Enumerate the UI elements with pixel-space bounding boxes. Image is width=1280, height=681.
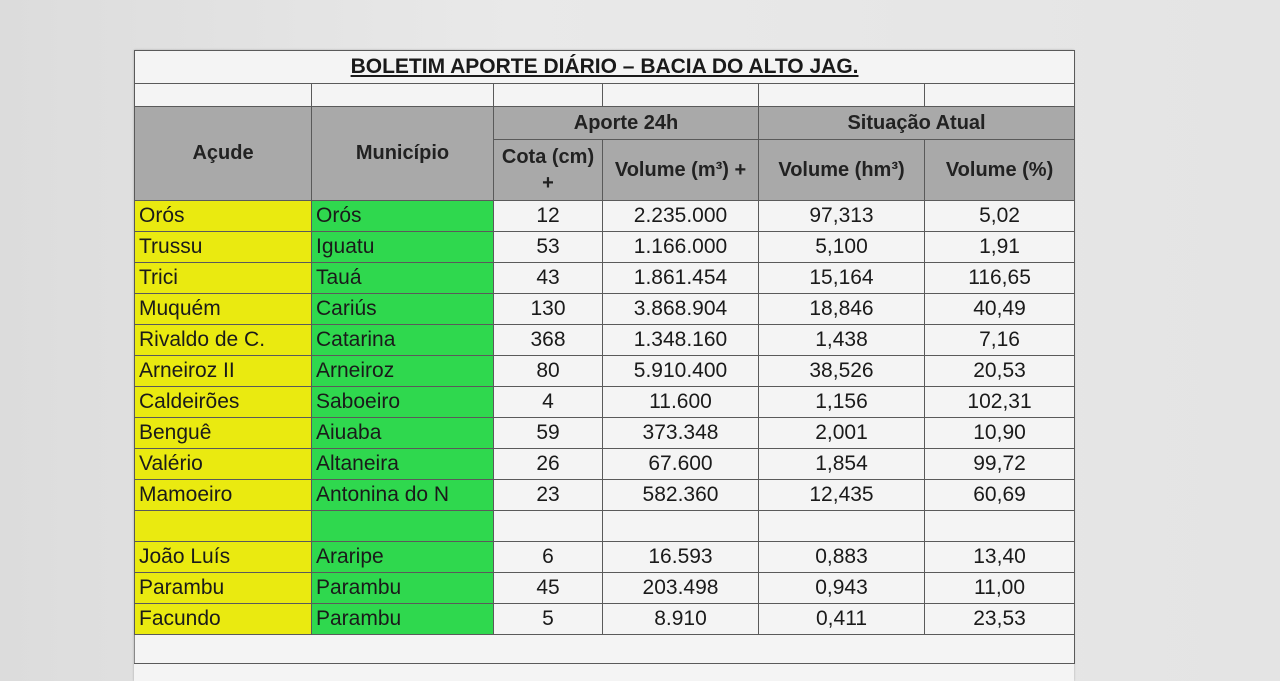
table-body	[135, 201, 1075, 635]
volume-hm3-cell: 0,411	[759, 604, 925, 635]
volume-m3-cell: 3.868.904	[603, 294, 759, 325]
acude-cell: Orós	[135, 201, 312, 232]
cota-cell: 4	[494, 387, 603, 418]
volume-m3-cell: 11.600	[603, 387, 759, 418]
volume-pct-cell: 99,72	[925, 449, 1075, 480]
volume-pct-cell	[925, 511, 1075, 542]
volume-m3-cell	[603, 511, 759, 542]
municipio-cell: Arneiroz	[312, 356, 494, 387]
table-row	[135, 418, 1075, 449]
header-municipio: Município	[312, 107, 494, 201]
header-acude: Açude	[135, 107, 312, 201]
acude-cell	[135, 511, 312, 542]
volume-hm3-cell: 1,156	[759, 387, 925, 418]
header-volume-hm3: Volume (hm³)	[759, 140, 925, 201]
cota-cell: 80	[494, 356, 603, 387]
volume-hm3-cell: 15,164	[759, 263, 925, 294]
volume-m3-cell: 16.593	[603, 542, 759, 573]
volume-m3-cell: 67.600	[603, 449, 759, 480]
cota-cell: 59	[494, 418, 603, 449]
municipio-cell: Altaneira	[312, 449, 494, 480]
table-row	[135, 480, 1075, 511]
acude-cell: Valério	[135, 449, 312, 480]
municipio-cell: Parambu	[312, 573, 494, 604]
bulletin-table	[134, 50, 1075, 664]
volume-pct-cell: 11,00	[925, 573, 1075, 604]
volume-pct-cell: 1,91	[925, 232, 1075, 263]
acude-cell: Rivaldo de C.	[135, 325, 312, 356]
volume-hm3-cell: 38,526	[759, 356, 925, 387]
volume-pct-cell: 20,53	[925, 356, 1075, 387]
table-row	[135, 449, 1075, 480]
volume-m3-cell: 1.861.454	[603, 263, 759, 294]
acude-cell: Trussu	[135, 232, 312, 263]
table-row	[135, 263, 1075, 294]
spacer-row	[135, 84, 1075, 107]
cota-cell: 45	[494, 573, 603, 604]
volume-pct-cell: 102,31	[925, 387, 1075, 418]
volume-hm3-cell: 1,854	[759, 449, 925, 480]
volume-hm3-cell: 5,100	[759, 232, 925, 263]
municipio-cell: Antonina do N	[312, 480, 494, 511]
volume-m3-cell: 1.166.000	[603, 232, 759, 263]
cota-cell: 5	[494, 604, 603, 635]
volume-pct-cell: 10,90	[925, 418, 1075, 449]
volume-hm3-cell: 12,435	[759, 480, 925, 511]
table-row	[135, 511, 1075, 542]
table-row	[135, 604, 1075, 635]
acude-cell: Mamoeiro	[135, 480, 312, 511]
volume-m3-cell: 582.360	[603, 480, 759, 511]
table-title: BOLETIM APORTE DIÁRIO – BACIA DO ALTO JAG.	[135, 51, 1075, 84]
table-row	[135, 325, 1075, 356]
volume-hm3-cell: 1,438	[759, 325, 925, 356]
acude-cell: Benguê	[135, 418, 312, 449]
volume-pct-cell: 40,49	[925, 294, 1075, 325]
volume-hm3-cell: 0,883	[759, 542, 925, 573]
volume-m3-cell: 203.498	[603, 573, 759, 604]
volume-m3-cell: 373.348	[603, 418, 759, 449]
volume-m3-cell: 2.235.000	[603, 201, 759, 232]
acude-cell: Facundo	[135, 604, 312, 635]
volume-hm3-cell: 0,943	[759, 573, 925, 604]
table-row	[135, 356, 1075, 387]
table-row	[135, 542, 1075, 573]
volume-hm3-cell: 97,313	[759, 201, 925, 232]
cota-cell	[494, 511, 603, 542]
municipio-cell: Saboeiro	[312, 387, 494, 418]
table-row	[135, 232, 1075, 263]
acude-cell: Arneiroz II	[135, 356, 312, 387]
municipio-cell: Tauá	[312, 263, 494, 294]
volume-hm3-cell: 18,846	[759, 294, 925, 325]
municipio-cell: Cariús	[312, 294, 494, 325]
volume-m3-cell: 5.910.400	[603, 356, 759, 387]
cota-cell: 23	[494, 480, 603, 511]
header-volume-pct: Volume (%)	[925, 140, 1075, 201]
volume-pct-cell: 116,65	[925, 263, 1075, 294]
cota-cell: 12	[494, 201, 603, 232]
cota-cell: 6	[494, 542, 603, 573]
tail-row	[135, 635, 1075, 664]
table-row	[135, 387, 1075, 418]
cota-cell: 130	[494, 294, 603, 325]
volume-m3-cell: 8.910	[603, 604, 759, 635]
header-cota: Cota (cm) +	[494, 140, 603, 201]
acude-cell: João Luís	[135, 542, 312, 573]
volume-pct-cell: 60,69	[925, 480, 1075, 511]
cota-cell: 26	[494, 449, 603, 480]
municipio-cell: Orós	[312, 201, 494, 232]
volume-pct-cell: 13,40	[925, 542, 1075, 573]
municipio-cell: Aiuaba	[312, 418, 494, 449]
cota-cell: 53	[494, 232, 603, 263]
table-row	[135, 294, 1075, 325]
cota-cell: 43	[494, 263, 603, 294]
volume-hm3-cell	[759, 511, 925, 542]
acude-cell: Caldeirões	[135, 387, 312, 418]
volume-pct-cell: 5,02	[925, 201, 1075, 232]
volume-hm3-cell: 2,001	[759, 418, 925, 449]
municipio-cell: Iguatu	[312, 232, 494, 263]
header-aporte-24h: Aporte 24h	[494, 107, 759, 140]
table-row	[135, 201, 1075, 232]
header-situacao-atual: Situação Atual	[759, 107, 1075, 140]
table-row	[135, 573, 1075, 604]
volume-pct-cell: 7,16	[925, 325, 1075, 356]
municipio-cell: Parambu	[312, 604, 494, 635]
municipio-cell	[312, 511, 494, 542]
volume-pct-cell: 23,53	[925, 604, 1075, 635]
acude-cell: Muquém	[135, 294, 312, 325]
volume-m3-cell: 1.348.160	[603, 325, 759, 356]
acude-cell: Trici	[135, 263, 312, 294]
header-volume-m3: Volume (m³) +	[603, 140, 759, 201]
municipio-cell: Catarina	[312, 325, 494, 356]
municipio-cell: Araripe	[312, 542, 494, 573]
acude-cell: Parambu	[135, 573, 312, 604]
cota-cell: 368	[494, 325, 603, 356]
